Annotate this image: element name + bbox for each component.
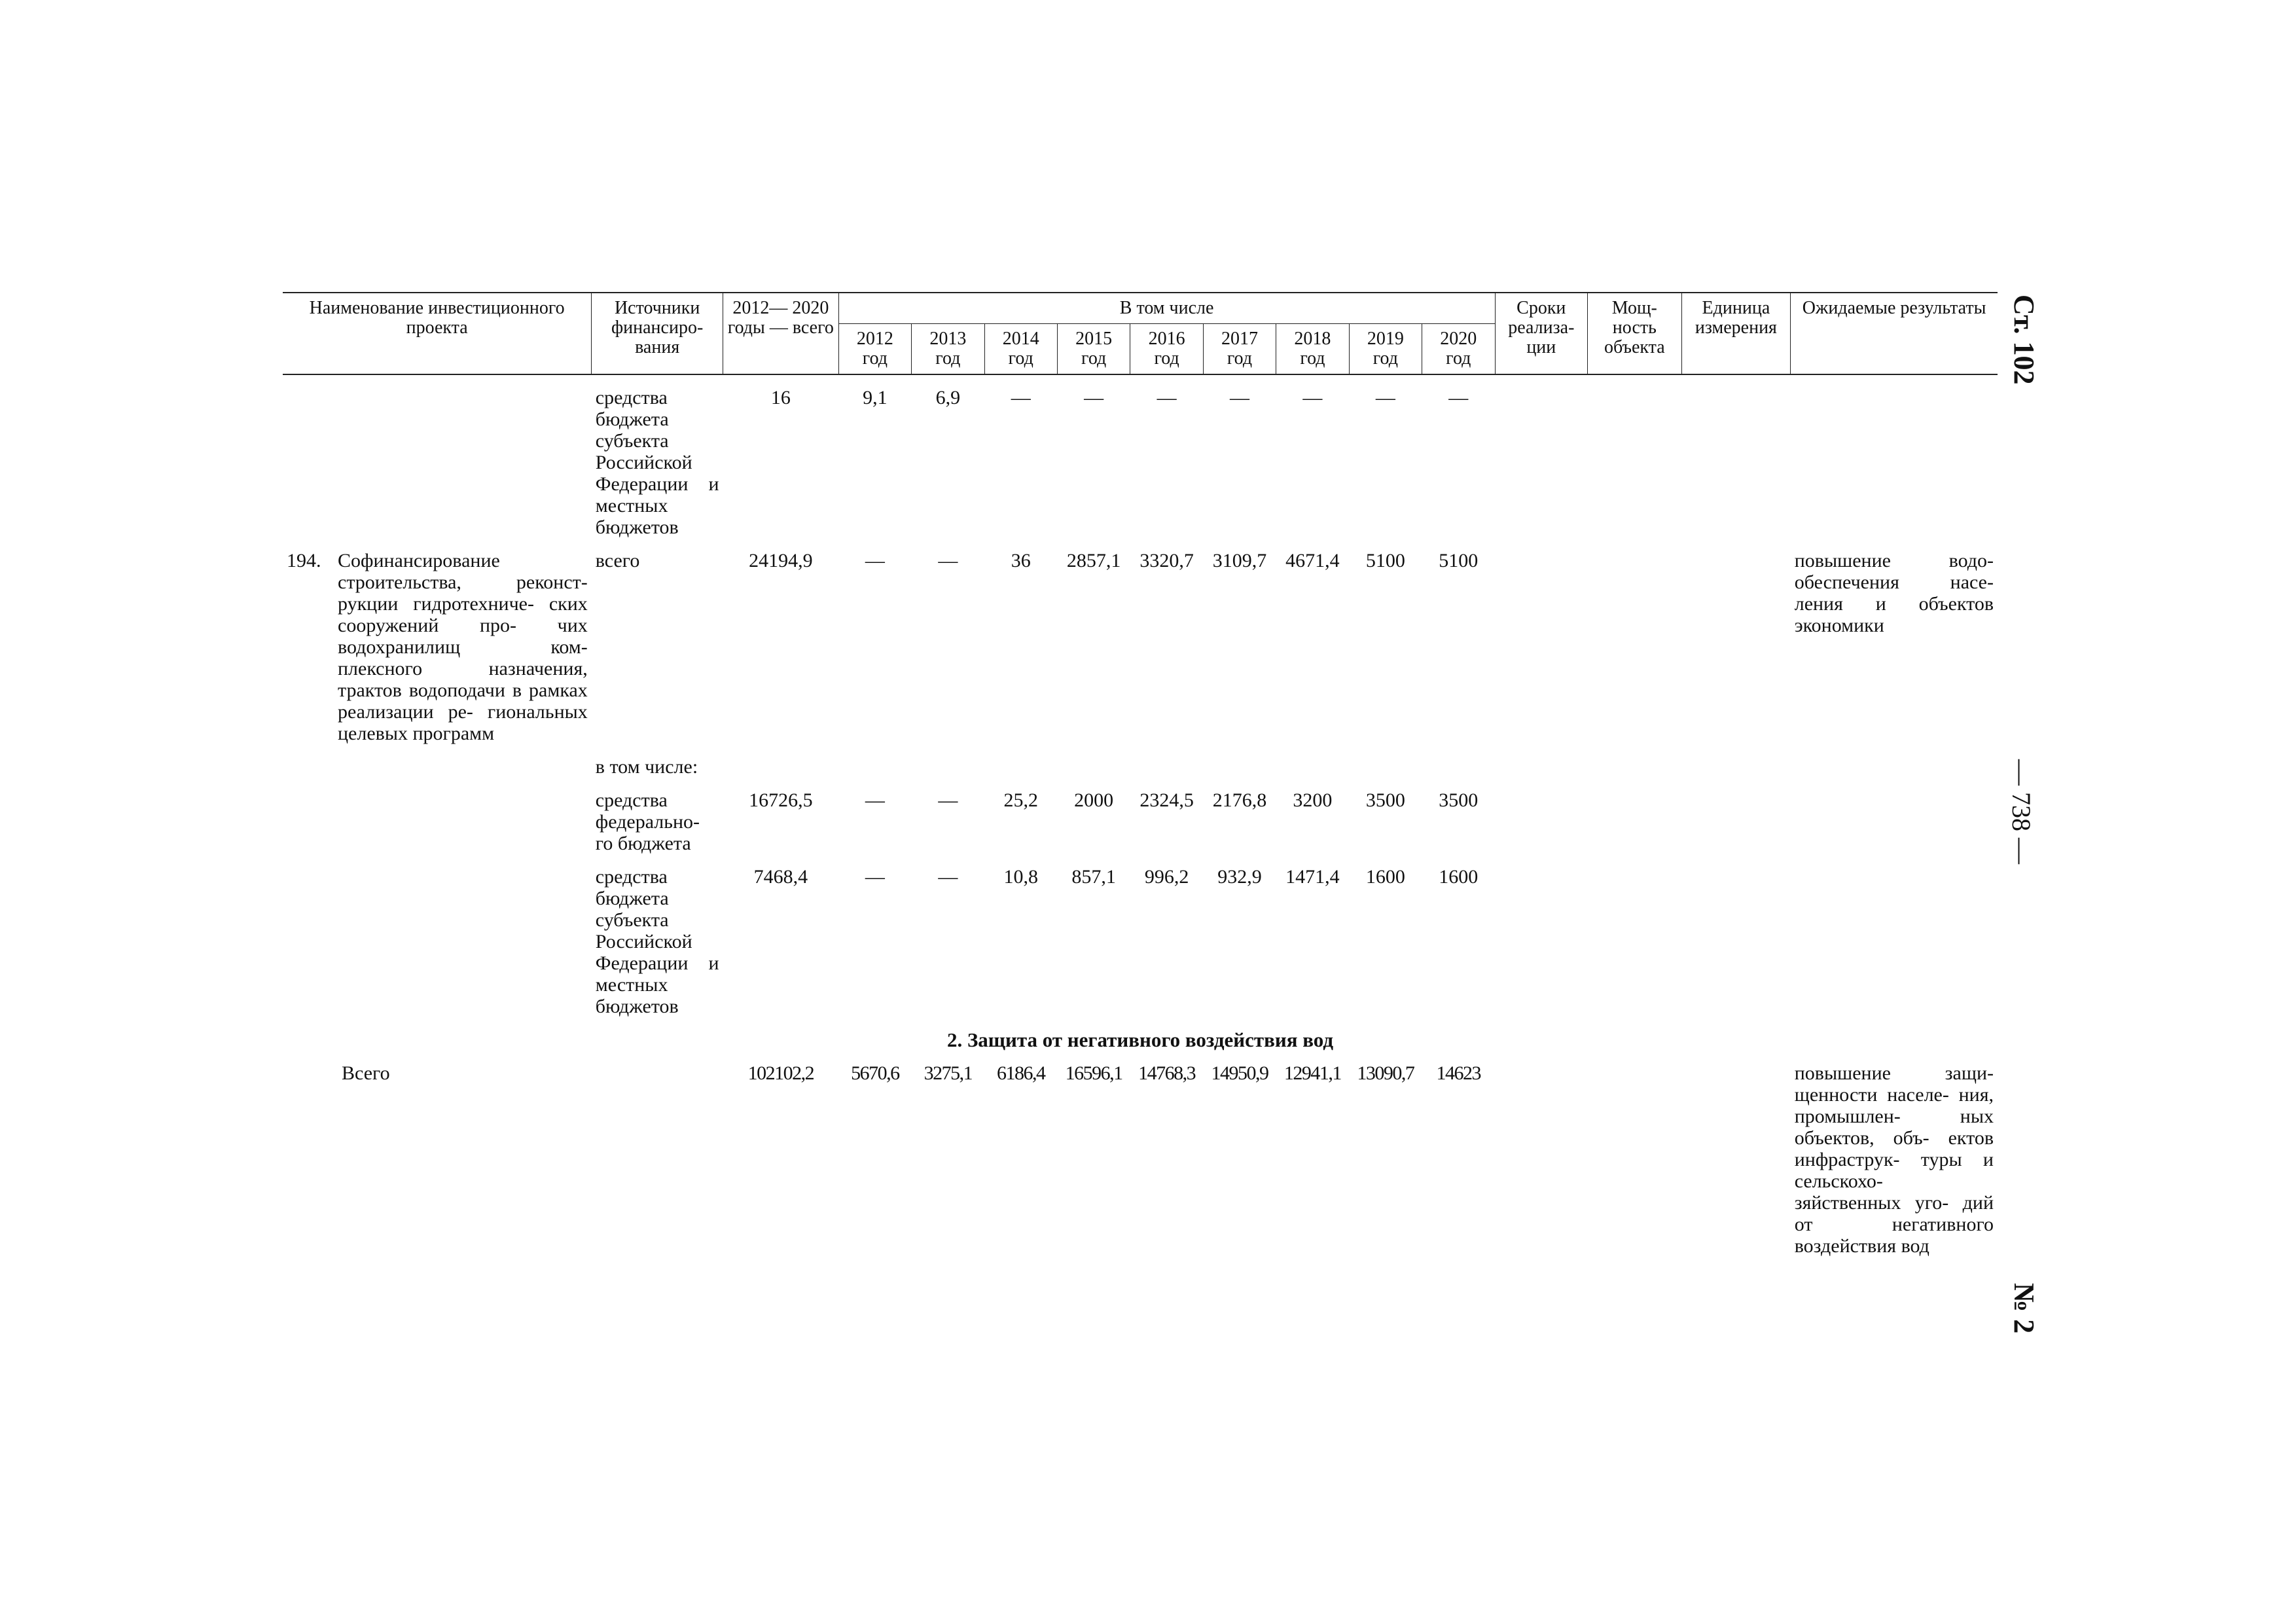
value-cell: 3500 [1439,789,1479,811]
value-cell: 10,8 [1003,866,1038,888]
value-cell: — [938,550,958,571]
value-cell: 36 [1011,550,1031,571]
table-row [283,778,1998,854]
value-cell: 9,1 [863,387,888,408]
source-cell: средства бюджета субъекта Российской Федерации и местных бюджетов [595,866,719,1017]
source-cell: всего [595,550,640,571]
header-source: Источники финансиро- вания [592,293,723,374]
header-result: Ожидаемые результаты [1791,293,1998,374]
section-row [283,1017,1998,1051]
result-cell: повышение защи- щенности населе- ния, промышлен- ных объектов, объ- ектов инфраструк- туры и сельскохо- зяйственных уго- дий от негативного воздействия вод [1794,1062,1994,1257]
header-total: 2012— 2020 годы — всего [723,293,839,374]
value-cell: 3200 [1293,789,1333,811]
header-including: В том числе [838,293,1495,324]
header-year: 2020 год [1422,324,1495,375]
value-cell: 14950,9 [1211,1062,1268,1084]
value-cell: — [938,866,958,888]
value-cell: 6,9 [935,387,961,408]
value-cell: 3275,1 [924,1062,973,1084]
page-number: — 738 — [2007,759,2036,864]
source-cell: средства бюджета субъекта Российской Федерации и местных бюджетов [595,387,719,538]
value-cell: — [865,550,885,571]
total-cell: 102102,2 [747,1062,814,1084]
project-name-cell [283,538,592,744]
investment-projects-table [283,292,1998,1257]
header-term: Сроки реализа- ции [1495,293,1588,374]
value-cell: — [1157,387,1177,408]
value-cell: — [1230,387,1249,408]
value-cell: 25,2 [1003,789,1038,811]
issue-number: № 2 [2008,1283,2040,1334]
source-cell: средства федерально- го бюджета [595,789,700,854]
value-cell: — [938,789,958,811]
value-cell: 857,1 [1071,866,1116,888]
article-number: Ст. 102 [2008,295,2040,385]
table-row [283,374,1998,538]
total-cell: 16 [770,387,791,408]
value-cell: 3109,7 [1212,550,1267,571]
header-unit: Единица измерения [1681,293,1791,374]
header-year: 2016 год [1130,324,1203,375]
value-cell: — [865,866,885,888]
project-number: 194. [287,550,321,571]
value-cell: 4671,4 [1285,550,1340,571]
value-cell: 3500 [1365,789,1405,811]
value-cell: 14768,3 [1138,1062,1196,1084]
total-label: Всего [342,1062,390,1084]
table-row [283,1051,1998,1257]
value-cell: 2000 [1074,789,1114,811]
header-year: 2015 год [1057,324,1130,375]
header-year: 2014 год [984,324,1057,375]
value-cell: — [865,789,885,811]
value-cell: — [1375,387,1395,408]
value-cell: 2324,5 [1139,789,1194,811]
value-cell: 2176,8 [1212,789,1267,811]
table-row [283,744,1998,778]
total-cell: 7468,4 [753,866,808,888]
header-year: 2018 год [1276,324,1349,375]
value-cell: 1471,4 [1285,866,1340,888]
header-year: 2017 год [1203,324,1276,375]
value-cell: — [1011,387,1031,408]
header-year: 2019 год [1349,324,1422,375]
value-cell: — [1084,387,1104,408]
value-cell: 6186,4 [996,1062,1045,1084]
header-year: 2012 год [838,324,911,375]
project-name-cell [283,1051,592,1257]
table-row [283,854,1998,1017]
value-cell: 13090,7 [1357,1062,1414,1084]
value-cell: 1600 [1365,866,1405,888]
section-title: 2. Защита от негативного воздействия вод [946,1028,1334,1051]
header-capacity: Мощ- ность объекта [1588,293,1682,374]
table-row [283,538,1998,744]
value-cell: — [1302,387,1323,408]
value-cell: 5100 [1365,550,1405,571]
value-cell: 16596,1 [1065,1062,1122,1084]
value-cell: 2857,1 [1066,550,1121,571]
value-cell: 14623 [1436,1062,1481,1084]
total-cell: 16726,5 [749,789,813,811]
value-cell: 12941,1 [1283,1062,1341,1084]
total-cell: 24194,9 [749,550,813,571]
source-cell: в том числе: [595,756,698,778]
value-cell: 1600 [1439,866,1479,888]
value-cell: 5670,6 [851,1062,899,1084]
header-name: Наименование инвестиционного проекта [283,293,592,374]
value-cell: 5100 [1439,550,1479,571]
header-year: 2013 год [912,324,984,375]
value-cell: 3320,7 [1139,550,1194,571]
project-name: Софинансирование строительства, реконст- рукции гидротехниче- ских сооружений про- чих водохранилищ ком- плексного назначения, трактов водоподачи в рамках реализации ре- гиональных целевых программ [338,550,588,744]
value-cell: 996,2 [1144,866,1189,888]
project-name-cell [283,374,592,538]
result-cell: повышение водо- обеспечения насе- ления и объектов экономики [1794,550,1994,636]
value-cell: — [1448,387,1469,408]
value-cell: 932,9 [1217,866,1262,888]
